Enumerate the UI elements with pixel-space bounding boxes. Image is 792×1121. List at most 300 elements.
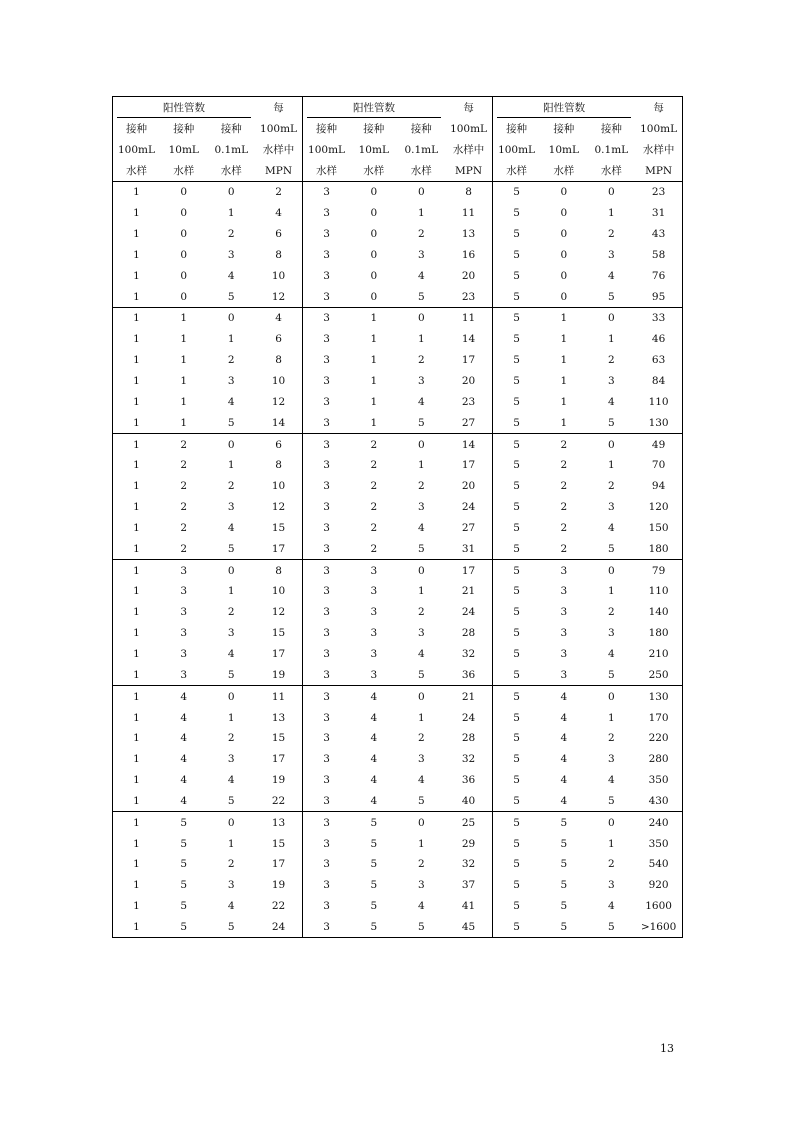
mpn-header: MPN (255, 160, 303, 182)
table-cell: 5 (208, 790, 256, 811)
table-body (113, 182, 683, 938)
table-cell: 1 (227, 207, 235, 220)
table-cell: 180 (648, 627, 669, 640)
table-cell: 1 (133, 920, 140, 933)
table-cell: 5 (513, 375, 520, 388)
table-cell: 3 (370, 647, 378, 660)
table-cell: 3 (227, 753, 235, 766)
table-cell: 5 (560, 816, 568, 829)
volume-header: 0.1mL (404, 143, 439, 156)
table-cell: 4 (417, 521, 425, 534)
table-cell: 0 (180, 207, 188, 220)
table-cell: 5 (180, 837, 188, 850)
table-cell: 0 (607, 690, 615, 703)
table-cell: 13 (255, 812, 303, 833)
table-cell: 3 (323, 480, 330, 493)
table-cell: 4 (180, 711, 188, 724)
table-cell: 12 (255, 602, 303, 623)
table-row (113, 560, 683, 581)
table-cell: 23 (445, 286, 493, 307)
table-cell: 5 (398, 790, 446, 811)
table-cell: 28 (445, 728, 493, 749)
table-cell: 24 (445, 497, 493, 518)
table-cell: 5 (513, 585, 520, 598)
table-cell: 5 (513, 438, 520, 451)
table-cell: 0 (607, 312, 615, 325)
table-cell: 3 (370, 627, 378, 640)
table-cell: 4 (180, 690, 188, 703)
table-row (113, 286, 683, 307)
table-cell: 6 (255, 434, 303, 455)
table-cell: 1 (133, 438, 140, 451)
table-cell: 3 (607, 501, 615, 514)
table-cell: 1 (133, 312, 140, 325)
table-cell: 4 (370, 711, 378, 724)
sample-header: 水样 (160, 160, 208, 182)
table-cell: 1 (417, 459, 425, 472)
table-cell: 4 (560, 711, 568, 724)
table-cell: 3 (370, 564, 378, 577)
table-cell: 1 (133, 480, 140, 493)
table-cell: 3 (323, 564, 330, 577)
table-cell: 2 (417, 354, 425, 367)
table-cell: 1 (113, 790, 161, 811)
table-cell: 5 (180, 879, 188, 892)
table-cell: 2 (370, 501, 378, 514)
table-cell: 4 (607, 269, 615, 282)
per-header: 每 (445, 97, 493, 119)
table-cell: 5 (227, 920, 235, 933)
table-cell: 3 (227, 375, 235, 388)
table-cell: 1 (180, 354, 188, 367)
table-cell: 0 (560, 269, 568, 282)
table-cell: 3 (323, 774, 330, 787)
table-cell: 3 (540, 664, 588, 685)
table-cell: 2 (417, 606, 425, 619)
table-cell: 0 (607, 438, 615, 451)
table-cell: 21 (445, 686, 493, 707)
table-cell: 2 (227, 228, 235, 241)
table-row (113, 728, 683, 749)
table-cell: 17 (255, 854, 303, 875)
table-cell: 5 (513, 732, 520, 745)
table-cell: 0 (417, 690, 425, 703)
table-cell: 240 (648, 816, 669, 829)
mpn-table (112, 96, 683, 938)
table-cell: 0 (607, 816, 615, 829)
table-cell: 3 (607, 879, 615, 892)
table-cell: 5 (513, 647, 520, 660)
table-cell: 2 (560, 459, 568, 472)
table-cell: 32 (445, 749, 493, 770)
table-cell: 1 (607, 711, 615, 724)
table-cell: 8 (255, 455, 303, 476)
table-cell: 4 (227, 900, 235, 913)
table-cell: 0 (180, 269, 188, 282)
table-cell: 4 (255, 203, 303, 224)
table-cell: 3 (417, 375, 425, 388)
table-cell: 1 (560, 375, 568, 388)
table-cell: 5 (513, 186, 520, 199)
table-cell: 11 (445, 203, 493, 224)
table-cell: 5 (370, 858, 378, 871)
table-cell: 16 (445, 245, 493, 266)
table-cell: 1 (607, 459, 615, 472)
in-sample-header: 水样中 (445, 139, 493, 160)
table-cell: 2 (417, 858, 425, 871)
table-cell: 4 (417, 774, 425, 787)
table-cell: 2 (560, 521, 568, 534)
table-cell: 1 (370, 312, 378, 325)
table-cell: 3 (607, 248, 615, 261)
table-row (113, 644, 683, 665)
table-cell: 94 (651, 480, 666, 493)
table-row (113, 854, 683, 875)
table-cell: 4 (255, 308, 303, 329)
table-cell: 3 (323, 395, 330, 408)
table-cell: 0 (180, 228, 188, 241)
table-cell: 5 (560, 837, 568, 850)
table-cell: 1 (560, 395, 568, 408)
inoc-header: 接种 (363, 123, 385, 135)
table-cell: 1 (133, 585, 140, 598)
volume-header: 0.1mL (214, 143, 249, 156)
table-cell: 5 (208, 538, 256, 559)
table-cell: 31 (445, 538, 493, 559)
table-cell: 5 (513, 501, 520, 514)
table-cell: 17 (445, 455, 493, 476)
table-cell: 27 (445, 412, 493, 433)
table-cell: 1 (133, 879, 140, 892)
table-cell: 1 (180, 312, 188, 325)
table-cell: 3 (323, 459, 330, 472)
table-cell: 1 (133, 333, 140, 346)
table-cell: 920 (648, 879, 669, 892)
table-cell: 19 (255, 770, 303, 791)
table-cell: 20 (445, 265, 493, 286)
table-cell: 5 (513, 753, 520, 766)
table-cell: 5 (560, 900, 568, 913)
table-cell: 41 (445, 896, 493, 917)
table-cell: 0 (370, 207, 378, 220)
table-cell: 3 (323, 858, 330, 871)
table-cell: 49 (651, 438, 666, 451)
table-cell: 1 (133, 690, 140, 703)
table-cell: 5 (513, 312, 520, 325)
table-cell: 27 (445, 518, 493, 539)
table-cell: 0 (370, 186, 378, 199)
table-cell: 220 (648, 732, 669, 745)
positive-tubes-label: 阳性管数 (353, 102, 396, 114)
table-cell: 3 (417, 627, 425, 640)
table-row (113, 476, 683, 497)
table-cell: 4 (607, 521, 615, 534)
table-cell: 0 (607, 186, 615, 199)
table-cell: 0 (227, 186, 235, 199)
table-cell: 130 (635, 412, 683, 433)
table-cell: 5 (180, 900, 188, 913)
per100-header: 100mL (445, 118, 493, 139)
table-cell: 11 (255, 686, 303, 707)
table-cell: 5 (513, 690, 520, 703)
table-cell: 1 (133, 228, 140, 241)
table-cell: 1 (350, 412, 398, 433)
table-cell: 5 (513, 774, 520, 787)
table-cell: 350 (648, 774, 669, 787)
table-cell: 5 (208, 412, 256, 433)
inoc-header: 接种 (220, 123, 242, 135)
table-cell: 1 (417, 837, 425, 850)
table-cell: 36 (445, 664, 493, 685)
inoc-header: 接种 (126, 123, 147, 135)
table-cell: 180 (635, 538, 683, 559)
table-cell: 0 (227, 690, 235, 703)
table-cell: 4 (227, 395, 235, 408)
table-cell: 1 (370, 375, 378, 388)
table-cell: 3 (323, 228, 330, 241)
table-cell: 4 (560, 690, 568, 703)
table-cell: 170 (648, 711, 669, 724)
table-cell: 5 (370, 920, 378, 933)
table-cell: 1 (113, 286, 161, 307)
table-cell: 5 (513, 564, 520, 577)
table-cell: 76 (651, 269, 666, 282)
volume-header: 100mL (118, 143, 155, 156)
table-cell: 5 (607, 920, 615, 933)
table-cell: 4 (160, 790, 208, 811)
table-cell: 1 (560, 333, 568, 346)
table-cell: 5 (370, 816, 378, 829)
table-cell: 1 (180, 395, 188, 408)
table-cell: 1 (540, 412, 588, 433)
table-row (113, 707, 683, 728)
table-cell: 5 (588, 790, 636, 811)
table-cell: 0 (180, 248, 188, 261)
table-cell: 0 (417, 564, 425, 577)
table-cell: 24 (445, 707, 493, 728)
table-cell: 3 (323, 753, 330, 766)
table-cell: 32 (445, 644, 493, 665)
table-cell: 0 (160, 286, 208, 307)
positive-tubes-header (303, 97, 446, 119)
table-cell: 5 (560, 920, 568, 933)
table-cell: 33 (651, 312, 666, 325)
table-cell: 2 (255, 182, 303, 203)
table-cell: 28 (445, 623, 493, 644)
inoc-header: 接种 (506, 123, 528, 135)
table-row (113, 412, 683, 433)
table-row (113, 203, 683, 224)
table-cell: 1 (133, 900, 140, 913)
table-cell: 2 (370, 480, 378, 493)
table-cell: 1 (133, 837, 140, 850)
table-cell: 3 (323, 606, 330, 619)
table-cell: 45 (445, 917, 493, 938)
table-cell: 4 (370, 753, 378, 766)
table-cell: 1 (227, 459, 235, 472)
table-cell: 14 (445, 329, 493, 350)
table-cell: 3 (607, 375, 615, 388)
table-cell: 11 (445, 308, 493, 329)
table-cell: 5 (493, 412, 541, 433)
table-cell: 10 (255, 581, 303, 602)
table-cell: 5 (588, 286, 636, 307)
table-cell: 5 (180, 858, 188, 871)
table-cell: 1 (370, 395, 378, 408)
table-cell: 3 (607, 753, 615, 766)
positive-tubes-label: 阳性管数 (163, 102, 206, 114)
table-cell: 24 (445, 602, 493, 623)
table-cell: 5 (370, 900, 378, 913)
table-cell: 3 (323, 207, 330, 220)
table-cell: 1 (113, 412, 161, 433)
table-cell: 3 (323, 732, 330, 745)
table-cell: 3 (323, 375, 330, 388)
table-cell: 0 (607, 564, 615, 577)
table-cell: 1 (370, 333, 378, 346)
table-row (113, 518, 683, 539)
table-cell: 4 (417, 269, 425, 282)
table-cell: 5 (208, 286, 256, 307)
table-cell: 3 (323, 438, 330, 451)
table-cell: 1 (560, 354, 568, 367)
table-cell: 2 (560, 438, 568, 451)
table-cell: 2 (180, 480, 188, 493)
table-cell: 3 (323, 269, 330, 282)
table-cell: 58 (651, 248, 666, 261)
table-cell: 0 (560, 228, 568, 241)
table-cell: 0 (227, 816, 235, 829)
table-cell: 2 (180, 521, 188, 534)
table-cell: 5 (513, 920, 520, 933)
table-cell: 5 (398, 412, 446, 433)
table-cell: 5 (513, 858, 520, 871)
table-cell: 3 (323, 816, 330, 829)
table-cell: 5 (208, 664, 256, 685)
table-cell: 24 (255, 917, 303, 938)
table-row (113, 790, 683, 811)
table-cell: 3 (323, 647, 330, 660)
table-cell: 5 (513, 627, 520, 640)
table-cell: 4 (227, 521, 235, 534)
table-cell: 3 (323, 354, 330, 367)
table-cell: 4 (560, 774, 568, 787)
table-row (113, 749, 683, 770)
table-cell: 17 (445, 350, 493, 371)
table-cell: 1 (133, 354, 140, 367)
table-cell: 10 (255, 371, 303, 392)
table-cell: 3 (560, 564, 568, 577)
table-cell: 130 (648, 690, 669, 703)
table-cell: 4 (607, 900, 615, 913)
table-cell: 12 (255, 391, 303, 412)
table-cell: 4 (370, 690, 378, 703)
table-cell: 1 (180, 333, 188, 346)
volume-header: 100mL (498, 143, 536, 156)
table-cell: 5 (513, 248, 520, 261)
table-cell: 3 (560, 627, 568, 640)
sample-header: 水样 (208, 160, 256, 182)
table-row (113, 896, 683, 917)
table-cell: 4 (417, 900, 425, 913)
table-row (113, 245, 683, 266)
table-cell: 8 (255, 560, 303, 581)
sample-header: 水样 (303, 160, 351, 182)
positive-tubes-header (113, 97, 256, 119)
in-sample-header: 水样中 (255, 139, 303, 160)
table-row (113, 833, 683, 854)
table-cell: 0 (370, 228, 378, 241)
per100-header: 100mL (255, 118, 303, 139)
table-cell: 0 (370, 269, 378, 282)
table-cell: 5 (513, 521, 520, 534)
positive-tubes-label: 阳性管数 (543, 102, 586, 114)
table-cell: 210 (648, 647, 669, 660)
table-cell: 3 (303, 286, 351, 307)
table-cell: 8 (255, 350, 303, 371)
positive-tubes-header (493, 97, 636, 119)
table-cell: 3 (350, 664, 398, 685)
table-cell: 0 (417, 186, 425, 199)
volume-header: 10mL (168, 143, 199, 156)
table-cell: 14 (445, 434, 493, 455)
table-row (113, 371, 683, 392)
table-row (113, 664, 683, 685)
table-cell: 5 (513, 354, 520, 367)
table-cell: 3 (227, 501, 235, 514)
table-cell: 2 (607, 858, 615, 871)
table-cell: 63 (651, 354, 666, 367)
table-cell: 4 (607, 647, 615, 660)
in-sample-header: 水样中 (642, 144, 675, 156)
sample-header: 水样 (398, 160, 446, 182)
table-cell: 1 (133, 564, 140, 577)
table-cell: 5 (180, 920, 188, 933)
table-cell: 37 (445, 875, 493, 896)
inoc-header: 接种 (316, 123, 338, 135)
table-cell: 3 (180, 627, 188, 640)
table-cell: 3 (323, 333, 330, 346)
table-cell: 5 (513, 395, 520, 408)
table-cell: 19 (255, 664, 303, 685)
table-cell: 2 (417, 732, 425, 745)
table-cell: 4 (560, 753, 568, 766)
table-cell: 1 (113, 538, 161, 559)
table-cell: 3 (180, 585, 188, 598)
table-cell: 110 (648, 395, 669, 408)
sample-header: 水样 (540, 160, 588, 182)
table-cell: 3 (227, 627, 235, 640)
table-cell: 4 (607, 774, 615, 787)
table-cell: 1 (133, 606, 140, 619)
table-row (113, 602, 683, 623)
table-cell: 0 (417, 816, 425, 829)
table-cell: 4 (607, 395, 615, 408)
table-cell: 4 (540, 790, 588, 811)
table-row (113, 391, 683, 412)
table-cell: 1 (133, 395, 140, 408)
table-cell: 5 (513, 333, 520, 346)
table-cell: 95 (635, 286, 683, 307)
table-cell: 0 (560, 186, 568, 199)
table-cell: 1 (160, 412, 208, 433)
table-cell: 4 (180, 774, 188, 787)
table-cell: 0 (180, 186, 188, 199)
table-cell: 1 (133, 732, 140, 745)
table-cell: 3 (417, 501, 425, 514)
table-cell: 1 (133, 186, 140, 199)
table-cell: 3 (323, 501, 330, 514)
